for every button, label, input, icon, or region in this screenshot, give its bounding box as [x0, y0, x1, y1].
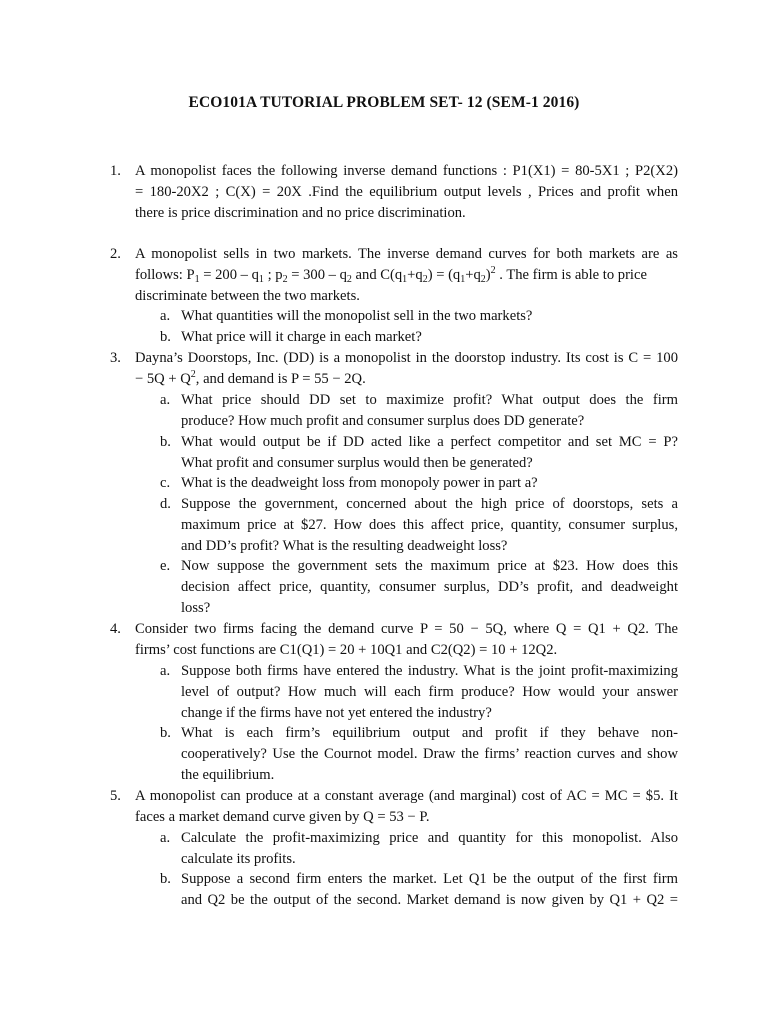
question-5-line-1: A monopolist can produce at a constant average (and marginal) cost of AC = MC = $5. It	[135, 788, 678, 804]
subpart-label: a.	[160, 830, 171, 846]
subpart-label: c.	[160, 475, 171, 491]
subpart-label: a.	[160, 392, 171, 408]
question-number: 4.	[110, 621, 121, 637]
question-4b-line-1: What is each firm’s equilibrium output and profit if they behave non-	[181, 725, 678, 741]
question-4a-line-1: Suppose both firms have entered the industry. What is the joint profit-maximizing	[181, 663, 678, 679]
question-4a-line-2: level of output? How much will each firm produce? How would your answer	[181, 684, 678, 700]
question-2b: What price will it charge in each market?	[181, 329, 422, 345]
question-number: 3.	[110, 350, 121, 366]
subpart-label: b.	[160, 434, 171, 450]
question-5-line-2: faces a market demand curve given by Q = 53 − P.	[135, 809, 430, 825]
question-2-line-2: follows: $P_1 = 200 - q_1$ ; $p_2 = 300 - q_2$ and $C(q_1+q_2) = (q_1+q_2)^2$ . The firm is able to price	[135, 265, 647, 285]
question-3a-line-1: What price should DD set to maximize profit? What output does the firm	[181, 392, 678, 408]
question-number: 5.	[110, 788, 121, 804]
question-2-line-1: A monopolist sells in two markets. The inverse demand curves for both markets are as	[135, 246, 678, 262]
question-3d-line-1: Suppose the government, concerned about the high price of doorstops, sets a	[181, 496, 678, 512]
question-5a-line-1: Calculate the profit-maximizing price and quantity for this monopolist. Also	[181, 830, 678, 846]
question-3a-line-2: produce? How much profit and consumer surplus does DD generate?	[181, 413, 585, 429]
question-number: 1.	[110, 163, 121, 179]
question-number: 2.	[110, 246, 121, 262]
question-3d-line-2: maximum price at $27. How does this affect price, quantity, consumer surplus,	[181, 517, 678, 533]
question-3b-line-1: What would output be if DD acted like a perfect competitor and set MC = P?	[181, 434, 678, 450]
question-3d-line-3: and DD’s profit? What is the resulting deadweight loss?	[181, 538, 508, 554]
question-4b-line-2: cooperatively? Use the Cournot model. Draw the firms’ reaction curves and show	[181, 746, 678, 762]
subpart-label: d.	[160, 496, 171, 512]
question-3e-line-2: decision affect price, quantity, consumer surplus, DD’s profit, and deadweight	[181, 579, 678, 595]
question-5b-line-1: Suppose a second firm enters the market. Let Q1 be the output of the first firm	[181, 871, 678, 887]
question-3c: What is the deadweight loss from monopoly power in part a?	[181, 475, 538, 491]
subpart-label: b.	[160, 725, 171, 741]
page-title: ECO101A TUTORIAL PROBLEM SET- 12 (SEM-1 2016)	[188, 94, 580, 111]
question-5b-line-2: and Q2 be the output of the second. Market demand is now given by Q1 + Q2 =	[181, 892, 678, 908]
question-3e-line-1: Now suppose the government sets the maximum price at $23. How does this	[181, 558, 678, 574]
question-3b-line-2: What profit and consumer surplus would then be generated?	[181, 455, 533, 471]
question-4-line-2: firms’ cost functions are C1(Q1) = 20 + 10Q1 and C2(Q2) = 10 + 12Q2.	[135, 642, 558, 658]
subpart-label: b.	[160, 329, 171, 345]
question-1-line-1: A monopolist faces the following inverse demand functions : P1(X1) = 80-5X1 ; P2(X2)	[135, 163, 678, 179]
question-5a-line-2: calculate its profits.	[181, 851, 296, 867]
question-2-line-3: discriminate between the two markets.	[135, 288, 360, 304]
subpart-label: e.	[160, 558, 171, 574]
question-1-line-3: there is price discrimination and no price discrimination.	[135, 205, 466, 221]
question-3-line-1: Dayna’s Doorstops, Inc. (DD) is a monopolist in the doorstop industry. Its cost is C = 100	[135, 350, 678, 366]
question-3e-line-3: loss?	[181, 600, 211, 616]
question-2a: What quantities will the monopolist sell in the two markets?	[181, 308, 533, 324]
question-3-line-2: − $5Q + Q^2$, and demand is P = 55 − 2Q.	[135, 369, 366, 387]
question-1-line-2: = 180-20X2 ; C(X) = 20X .Find the equilibrium output levels , Prices and profit when	[135, 184, 678, 200]
question-4-line-1: Consider two firms facing the demand curve P = 50 − 5Q, where Q = Q1 + Q2. The	[135, 621, 678, 637]
subpart-label: b.	[160, 871, 171, 887]
subpart-label: a.	[160, 308, 171, 324]
question-4a-line-3: change if the firms have not yet entered the industry?	[181, 705, 492, 721]
question-4b-line-3: the equilibrium.	[181, 767, 275, 783]
subpart-label: a.	[160, 663, 171, 679]
